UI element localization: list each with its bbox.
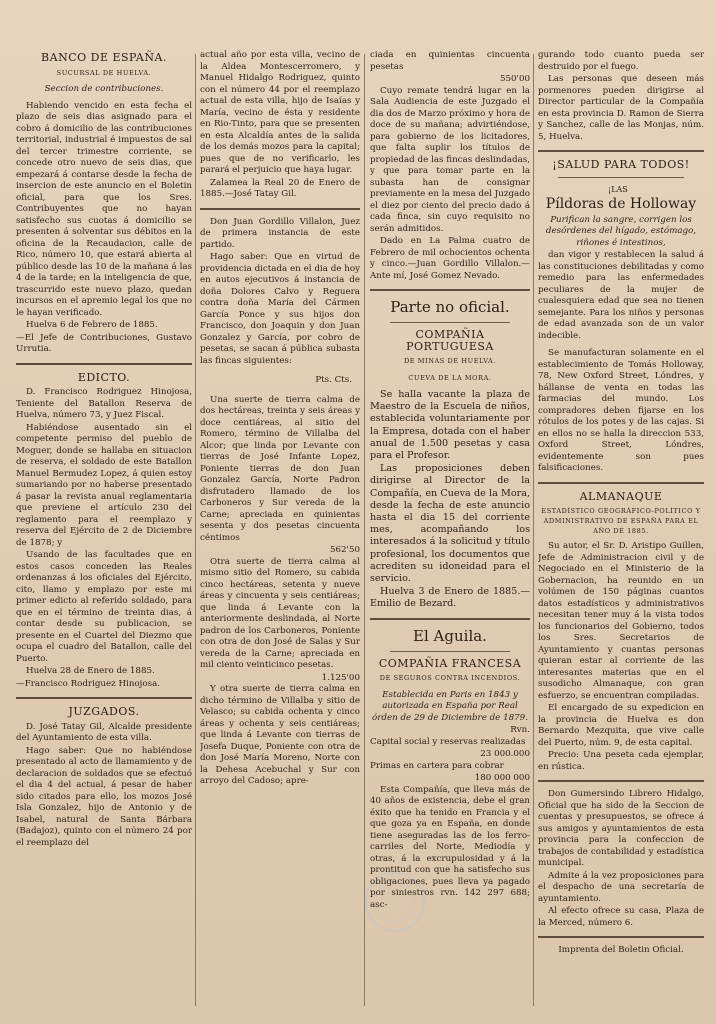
banco-section: Seccion de contribuciones. <box>44 84 164 94</box>
remate-date: Dado en La Palma cuatro de Febrero de mil ochocientos ochenta y cinco.—Juan Gordillo Villalon.—Ante mí, José Gomez Nevado. <box>370 236 530 281</box>
juzgados-sign: Zalamea la Real 20 de Enero de 1885.—José Tatay Gil. <box>200 177 360 199</box>
divider <box>538 482 704 484</box>
divider <box>200 208 360 210</box>
finca-3-continued: ciada en quinientas cincuenta pesetas <box>370 50 530 72</box>
aguila-contact: Las personas que deseen más pormenores pueden dirigirse al Director particular de la Compañía en esta provincia D. Ramon de Sierra y Sanchez, calle de las Monjas, núm. 5, Huelva. <box>538 74 704 142</box>
portuguesa-body: Las proposiciones deben dirigirse al Director de la Compañía, en Cueva de la Mora, desde la fecha de este anuncio hasta el dia 15 del corriente mes, acompañando los interesados á la solicitud y título profesional, los documentos que acrediten su idoneidad para el servicio. <box>370 463 530 585</box>
column-4 <box>538 50 704 1014</box>
finca-2-amount: 1.125'00 <box>321 672 360 683</box>
francesa-established: Establecida en Paris en 1843 y autorizada en España por Real órden de 29 de Diciembre de 1879. <box>372 689 528 723</box>
remate-text: Cuyo remate tendrá lugar en la Sala Audiencia de este Juzgado el dia dos de Marzo próximo y hora de doce de su mañana; advirtiéndose, para gobierno de los licitadores, que falta suplir los títulos de propiedad de las fincas deslindadas, y que para tomar parte en la subasta han de consignar previamente en la mesa del Juzgado el diez por ciento del precio dado á cada finca, sin cuyo requisito no serán admitidos. <box>370 85 530 234</box>
las-label: ¡LAS <box>608 184 628 194</box>
primas-amount: 180 000 000 <box>474 773 530 784</box>
pildoras-title: Píldoras de Holloway <box>545 196 697 212</box>
divider <box>16 363 192 365</box>
finca-1-amount: 562'50 <box>329 545 360 555</box>
banco-sign: —El Jefe de Contribuciones, Gustavo Urrutia. <box>16 332 192 354</box>
portuguesa-subtitle: DE MINAS DE HUELVA. <box>403 357 497 365</box>
almanaque-subtitle: ESTADÍSTICO GEOGRÁFICO-POLÍTICO Y ADMINISTRATIVO DE ESPAÑA PARA EL AÑO DE 1885. <box>541 507 701 535</box>
column-2 <box>200 50 360 1014</box>
divider <box>16 697 192 699</box>
aguila-continued: gurando todo cuanto pueda ser destruido por el fuego. <box>538 50 704 72</box>
capital-amount: 23 000.000 <box>480 749 530 760</box>
almanaque-precio: Precio: Una peseta cada ejemplar, en rústica. <box>538 750 704 772</box>
banco-subtitle: SUCURSAL DE HUELVA. <box>56 68 152 77</box>
francesa-body: Esta Compañía, que lleva más de 40 años de existencia, debe el gran éxito que ha tenido en Francia y el que goza ya en España, en donde tiene aseguradas las de los ferro-carriles del Norte, Mediodía y otras, á la excrupulosidad y á la prontitud con que ha satisfecho sus obligaciones, pues lleva ya pagado por siniestros rvn. 142 297 688; asc- <box>370 784 530 910</box>
banco-date: Huelva 6 de Febrero de 1885. <box>26 320 158 330</box>
column-1 <box>16 50 192 1014</box>
primas-label: Primas en cartera para cobrar <box>370 760 504 771</box>
parte-title: Parte no oficial. <box>390 298 510 316</box>
divider <box>390 651 510 652</box>
juzgados-body: Hago saber: Que no habiéndose presentado al acto de llamamiento y de declaracion de soldados que se efectuó el dia 4 del actual, á pesar de haber sido citados para ello, los mozos José Isla Gonzalez, hijo de Antonio y de Isabel, natural de Santa Bárbara (Badajoz), quinto con el número 24 por el reemplazo del <box>16 745 192 848</box>
banco-title: BANCO DE ESPAÑA. <box>41 51 167 64</box>
edicto-body-2: Usando de las facultades que en estos casos conceden las Reales ordenanzas á los oficiales del Ejército, cito, llamo y emplazo por este mi primer edicto al referido soldado, para que en el término de treinta dias, á contar desde su publicacion, se presente en el Cuartel del Diezmo que ocupa el cuadro del Batallon, calle del Puerto. <box>16 550 192 664</box>
portuguesa-title: COMPAÑIA PORTUGUESA <box>406 328 494 353</box>
juzgados-continued: actual año por esta villa, vecino de la Aldea Montescerromero, y Manuel Hidalgo Rodriguez, quinto con el número 44 por el reemplazo actual de esta villa, hijo de Isaías y María, vecino de ésta y residente en Rio-Tinto, para que se presenten en esta Alcaldía antes de la salida de los demás mozos para la capital; pues que de no verificarlo, les parará el perjuicio que haya lugar. <box>200 50 360 175</box>
divider <box>390 322 510 323</box>
column-divider <box>364 54 365 1006</box>
librero-text-3: Al efecto ofrece su casa, Plaza de la Merced, número 6. <box>538 906 704 928</box>
banco-text: Habiendo vencido en esta fecha el plazo de seis dias asignado para el cobro á domicilio de las contribuciones territorial, industrial é impuestos de sal del tercer trimestre corriente, se concede otro nuevo de seis dias, que empezará á contarse desde la fecha de insercion de este anuncio en el Boletin oficial, para que los Sres. Contribuyentes que no hayan satisfecho sus cuotas á domicilio se presenten á solventar sus débitos en la oficina de la Recaudacion, calle de Rico, número 10, que estará abierta al público desde las 10 de la mañana á las 4 de la tarde; en la inteligencia de que, trascurrido este nuevo plazo, quedan incursos en el apremio legal los que no le hayan verificado. <box>16 100 192 318</box>
edicto-sign: —Francisco Rodriguez Hinojosa. <box>16 678 161 689</box>
librero-text-2: Admite á la vez proposiciones para el despacho de una secretaría de ayuntamiento. <box>538 870 704 904</box>
pildoras-text: dan vigor y restablecen la salud á las constituciones debilitadas y como remedio para las enfermedades peculiares de la mujer de cualesquiera edad que sea no tienen semejante. Para los niños y personas de edad avanzada son de un valor indecible. <box>538 250 704 341</box>
pts-header: Pts. Cts. <box>315 375 352 385</box>
rvn-label: Rvn. <box>510 725 530 736</box>
finca-2: Otra suerte de tierra calma al mismo sitio del Romero, su cabida cinco hectáreas, setenta y nueve áreas y cincuenta y seis centiáreas; que linda á Levante con la anteriormente deslindada, al Norte padron de los Carboneros, Poniente con otra de don José de Salas y Sur vereda de la Carne; apreciada en mil ciento veinticinco pesetas. <box>200 556 360 670</box>
almanaque-text: Su autor, el Sr. D. Aristipo Guillen, Jefe de Administracion civil y de Negociado en el Ministerio de la Gobernacion, ha reunido en un volúmen de 150 páginas cuantos datos estadísticos y administrativos necesitan tener muy á la vista todos los funcionarios del Gobierno, todos los Sres. Secretarios de Ayuntamiento y cuantas personas quieran estar al corriente de las interesantes materias que en el susodicho Almanaque, con gran esfuerzo, se encuentran compiladas. <box>538 541 704 701</box>
capital-label: Capital social y reservas realizadas <box>370 736 526 747</box>
portuguesa-location: CUEVA DE LA MORA. <box>408 373 492 382</box>
librero-text: Don Gumersindo Librero Hidalgo, Oficial que ha sido de la Seccion de cuentas y presupuestos, se ofrece á sus amigos y ayuntamientos de esta provincia para la confeccion de trabajos de contabilidad y estadística municipal. <box>538 789 704 868</box>
finca-1: Una suerte de tierra calma de dos hectáreas, treinta y seis áreas y doce centiáreas, al sitio del Romero, término de Villalba del Alcor; que linda por Levante con tierras de José Infante Lopez, Poniente tierras de don Juan Gonzalez García, Norte Padron disfrutadero llamado de los Carboneros y Sur vereda de la Carne; apreciada en quinientas sesenta y dos pesetas cincuenta céntimos <box>200 394 360 543</box>
juzgados-intro: D. José Tatay Gil, Alcalde presidente del Ayuntamiento de esta villa. <box>16 721 192 743</box>
francesa-title: COMPAÑIA FRANCESA <box>378 656 522 670</box>
divider <box>558 177 684 178</box>
salud-title: ¡SALUD PARA TODOS! <box>552 158 690 171</box>
subasta-intro: Don Juan Gordillo Villalon, Juez de primera instancia de este partido. <box>200 216 360 250</box>
divider <box>538 150 704 152</box>
finca-3: Y otra suerte de tierra calma en dicho término de Villalba y sitio de Velasco; su cabida ochenta y cinco áreas y ochenta y seis centiáreas; que linda á Levante con tierras de Josefa Duque, Poniente con otra de don José María Moreno, Norte con la Dehesa Acebuchal y Sur con arroyo del Cadoso; apre- <box>200 684 360 786</box>
column-3 <box>370 50 530 1014</box>
juzgados-title: JUZGADOS. <box>68 705 140 718</box>
subasta-body: Hago saber: Que en virtud de providencia dictada en el dia de hoy en autos ejecutivos á instancia de doña Dolores Calvo y Reguera contra doña María del Cármen García Ponce y sus hijos don Francisco, don Joaquin y don Juan Gonzalez y García, por cobro de pesetas, se sacan á pública subasta las fincas siguientes: <box>200 252 360 366</box>
edicto-date: Huelva 28 de Enero de 1885. <box>26 666 155 676</box>
edicto-title: EDICTO. <box>77 370 131 384</box>
divider <box>538 936 704 938</box>
divider <box>370 618 530 620</box>
portuguesa-vacante: Se halla vacante la plaza de Maestro de la Escuela de niños, establecida voluntariamente por la Empresa, dotada con el haber anual de 1.500 pesetas y casa para el Profesor. <box>370 389 530 462</box>
divider <box>538 780 704 782</box>
aguila-title: El Aguila. <box>413 626 487 645</box>
pildoras-text-2: Se manufacturan solamente en el establecimiento de Tomás Holloway, 78, New Oxford Street, Lóndres, y hállanse de venta en todas las farmacias del mundo. Los compradores deben fijarse en los rótulos de los potes y de las cajas. Si en ellos no se halla la direccion 533, Oxford Street, Lóndres, evidentemente son pues falsificaciones. <box>538 348 704 473</box>
column-divider <box>533 54 534 1006</box>
pildoras-tagline: Purifican la sangre, corrigen los desórdenes del hígado, estómago, riñones é intestinos, <box>545 214 697 248</box>
edicto-body: Habiéndose ausentado sin el competente permiso del pueblo de Moguer, donde se hallaba en situacion de reserva, el soldado de este Batallon Manuel Bermudez Lopez, á quien estoy sumariando por no haberse presentado á pasar la revista anual reglamentaria que previene el artículo 230 del reglamento para el reemplazo y reserva del Ejército de 2 de Diciembre de 1878; y <box>16 422 192 548</box>
francesa-subtitle: DE SEGUROS CONTRA INCENDIOS. <box>379 674 521 683</box>
divider <box>370 289 530 291</box>
imprenta-footer: Imprenta del Boletin Oficial. <box>558 945 684 955</box>
edicto-intro: D. Francisco Rodriguez Hinojosa, Teniente del Batallon Reserva de Huelva, número 73, y Juez Fiscal. <box>16 387 192 420</box>
almanaque-title: ALMANAQUE <box>579 489 663 503</box>
portuguesa-date: Huelva 3 de Enero de 1885.—Emilio de Bezard. <box>370 586 530 610</box>
column-divider <box>195 54 196 1006</box>
finca-3-amount: 550'00 <box>499 74 530 84</box>
almanaque-expedicion: El encargado de su expedicion en la provincia de Huelva es don Bernardo Mezquita, que vive calle del Puerto, núm. 9, de esta capital. <box>538 703 704 748</box>
